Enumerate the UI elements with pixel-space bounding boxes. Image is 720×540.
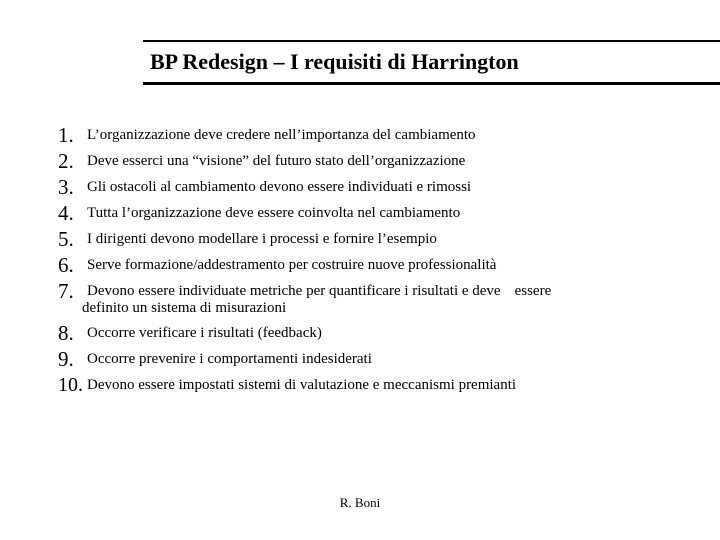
- item-number: 4.: [58, 201, 74, 225]
- item-text: Deve esserci una “visione” del futuro stato dell’organizzazione: [87, 153, 466, 169]
- list-item: [58, 348, 698, 374]
- item-number: 10.: [58, 374, 83, 396]
- list-item: [58, 202, 698, 228]
- item-number: 7.: [58, 279, 74, 303]
- item-number: 8.: [58, 321, 74, 345]
- item-text: L’organizzazione deve credere nell’importanza del cambiamento: [87, 127, 476, 143]
- item-number: 5.: [58, 227, 74, 251]
- item-number: 9.: [58, 347, 74, 371]
- slide-title: BP Redesign – I requisiti di Harrington: [150, 49, 519, 74]
- item-text: I dirigenti devono modellare i processi e fornire l’esempio: [87, 231, 437, 247]
- item-text: Tutta l’organizzazione deve essere coinvolta nel cambiamento: [87, 205, 461, 221]
- list-item: [58, 374, 698, 400]
- item-number: 6.: [58, 253, 74, 277]
- list-item: [58, 322, 698, 348]
- item-number: 1.: [58, 123, 74, 147]
- item-text-line-1: Devono essere individuate metriche per quantificare i risultati e deve: [87, 283, 501, 299]
- list-item: [58, 150, 698, 176]
- list-item: [58, 124, 698, 150]
- item-text: Serve formazione/addestramento per costruire nuove professionalità: [87, 257, 497, 273]
- list-item: [58, 254, 698, 280]
- item-text: Gli ostacoli al cambiamento devono essere individuati e rimossi: [87, 179, 472, 195]
- item-text: Devono essere impostati sistemi di valutazione e meccanismi premianti: [87, 377, 517, 393]
- requirements-list: [58, 124, 698, 400]
- item-text: Occorre verificare i risultati (feedback): [87, 325, 322, 341]
- item-text-continuation: definito un sistema di misurazioni: [82, 300, 287, 316]
- item-text: Occorre prevenire i comportamenti indesiderati: [87, 351, 372, 367]
- item-text-line-1-end: essere: [514, 283, 552, 299]
- list-item: [58, 280, 698, 322]
- list-item: [58, 176, 698, 202]
- list-item: [58, 228, 698, 254]
- item-text: [82, 283, 552, 317]
- item-number: 2.: [58, 149, 74, 173]
- footer-author: R. Boni: [339, 495, 381, 510]
- item-number: 3.: [58, 175, 74, 199]
